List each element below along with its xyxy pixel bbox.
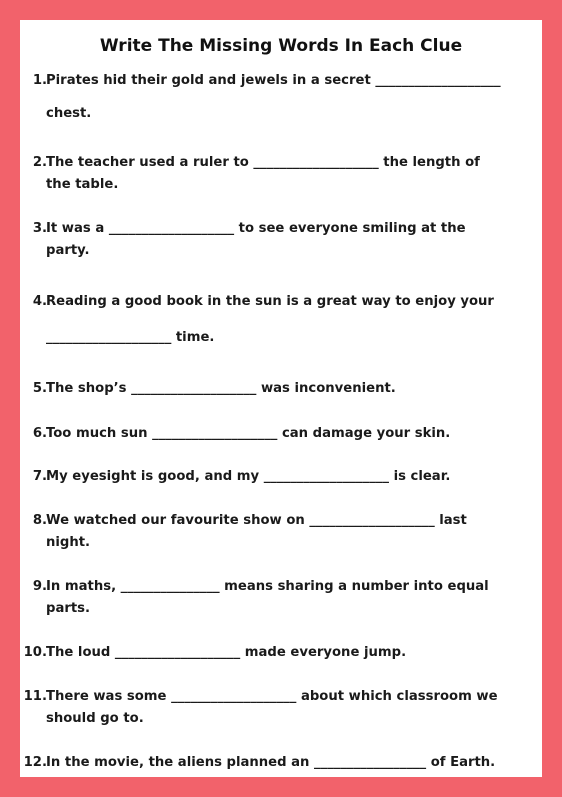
question-text-line: Too much sun ___________________ can damage your skin. xyxy=(46,426,451,441)
question-number: 2. xyxy=(32,155,47,170)
worksheet-title: Write The Missing Words In Each Clue xyxy=(99,36,463,56)
question-text-line: My eyesight is good, and my ___________________ is clear. xyxy=(46,469,451,484)
question-text-line: In the movie, the aliens planned an _________________ of Earth. xyxy=(46,755,496,770)
question-number: 7. xyxy=(32,469,47,484)
question-text-line: the table. xyxy=(46,177,119,192)
question-number: 8. xyxy=(32,513,47,528)
question-text-line: It was a ___________________ to see everyone smiling at the xyxy=(46,221,466,236)
question-number: 12. xyxy=(23,755,47,770)
question-text-line: parts. xyxy=(46,601,91,616)
question-text-line: night. xyxy=(46,535,91,550)
question-text-line: We watched our favourite show on ___________________ last xyxy=(46,513,467,528)
question-text-line: The shop’s ___________________ was inconvenient. xyxy=(46,381,396,396)
question-text-line: There was some ___________________ about which classroom we xyxy=(46,689,498,704)
question-number: 1. xyxy=(32,73,47,88)
question-text-line: In maths, _______________ means sharing a number into equal xyxy=(46,579,489,594)
question-text-line: The loud ___________________ made everyone jump. xyxy=(46,645,407,660)
question-text-line: chest. xyxy=(46,106,92,121)
question-text-line: The teacher used a ruler to ___________________ the length of xyxy=(46,155,480,170)
worksheet-page xyxy=(20,20,542,777)
question-number: 6. xyxy=(32,426,47,441)
question-number: 9. xyxy=(32,579,47,594)
question-number: 5. xyxy=(32,381,47,396)
question-number: 11. xyxy=(23,689,47,704)
question-text-line: should go to. xyxy=(46,711,144,726)
question-text-line: ___________________ time. xyxy=(46,330,215,345)
question-text-line: party. xyxy=(46,243,90,258)
question-number: 10. xyxy=(23,645,47,660)
question-number: 3. xyxy=(32,221,47,236)
question-number: 4. xyxy=(32,294,47,309)
question-text-line: Reading a good book in the sun is a great way to enjoy your xyxy=(46,294,494,309)
question-text-line: Pirates hid their gold and jewels in a secret ___________________ xyxy=(46,73,501,88)
